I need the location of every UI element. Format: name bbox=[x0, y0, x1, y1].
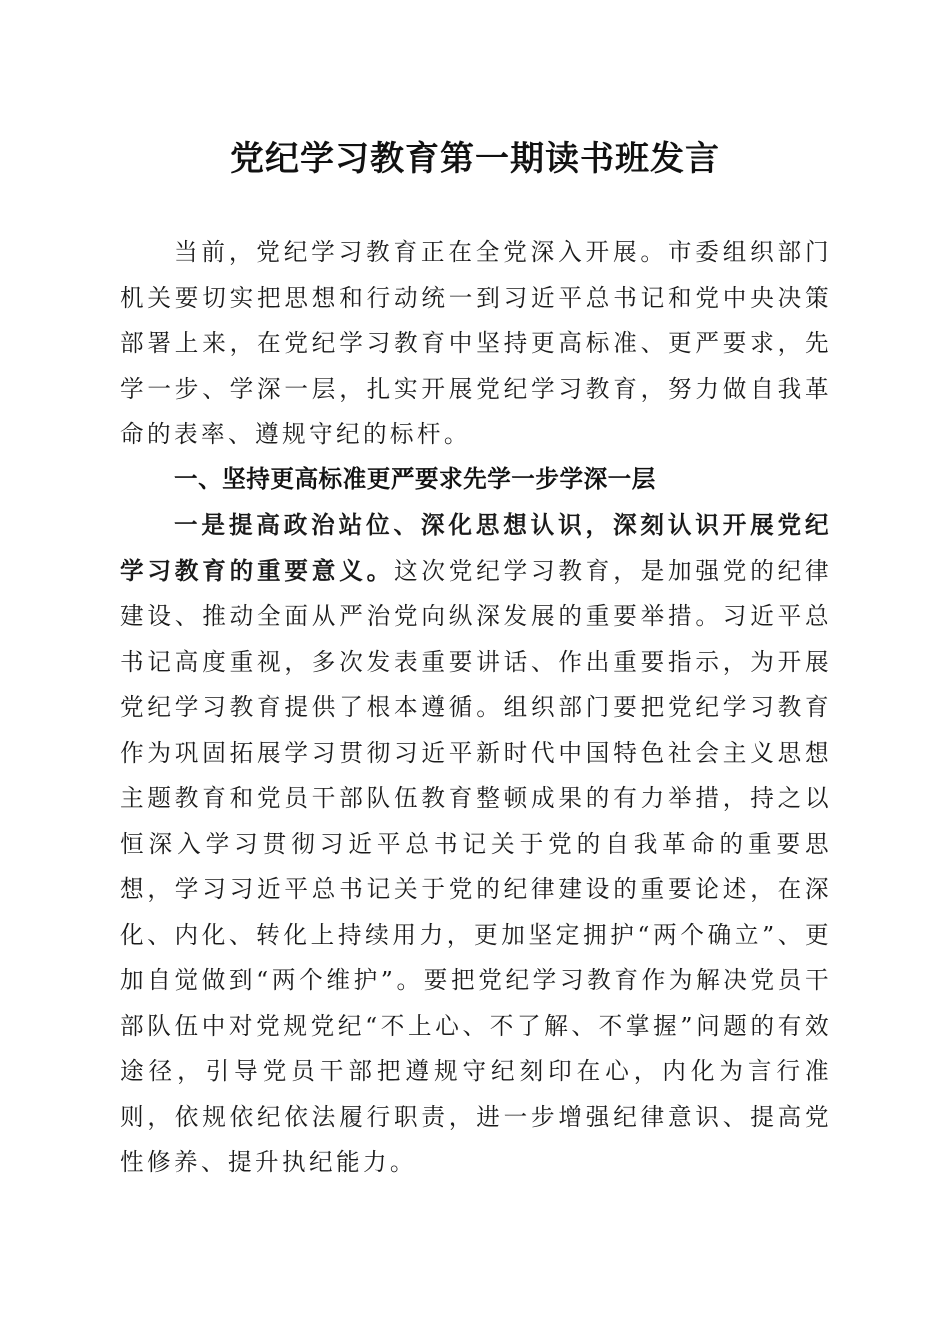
intro-paragraph: 当前，党纪学习教育正在全党深入开展。市委组织部门机关要切实把思想和行动统一到习近平总书记和党中央决策部署上来，在党纪学习教育中坚持更高标准、更严要求，先学一步、学深一层，扎实开展党纪学习教育，努力做自我革命的表率、遵规守纪的标杆。 bbox=[120, 238, 832, 448]
paragraph-lead: 一是提高政治站位、深化思想认识，深刻认识开展党纪学习教育的重要意义。 bbox=[120, 511, 832, 585]
section-heading: 一、坚持更高标准更严要求先学一步学深一层 bbox=[174, 465, 656, 493]
paragraph-body: 这次党纪学习教育，是加强党的纪律建设、推动全面从严治党向纵深发展的重要举措。习近平总书记高度重视，多次发表重要讲话、作出重要指示，为开展党纪学习教育提供了根本遵循。组织部门要把党纪学习教育作为巩固拓展学习贯彻习近平新时代中国特色社会主义思想主题教育和党员干部队伍教育整顿成果的有力举措，持之以恒深入学习贯彻习近平总书记关于党的自我革命的重要思想，学习习近平总书记关于党的纪律建设的重要论述，在深化、内化、转化上持续用力，更加坚定拥护“两个确立”、更加自觉做到“两个维护”。要把党纪学习教育作为解决党员干部队伍中对党规党纪“不上心、不了解、不掌握”问题的有效途径，引导党员干部把遵规守纪刻印在心，内化为言行准则，依规依纪依法履行职责，进一步增强纪律意识、提高党性修养、提升执纪能力。 bbox=[120, 556, 832, 1176]
document-title: 党纪学习教育第一期读书班发言 bbox=[230, 139, 720, 179]
section-paragraph bbox=[120, 503, 832, 1186]
